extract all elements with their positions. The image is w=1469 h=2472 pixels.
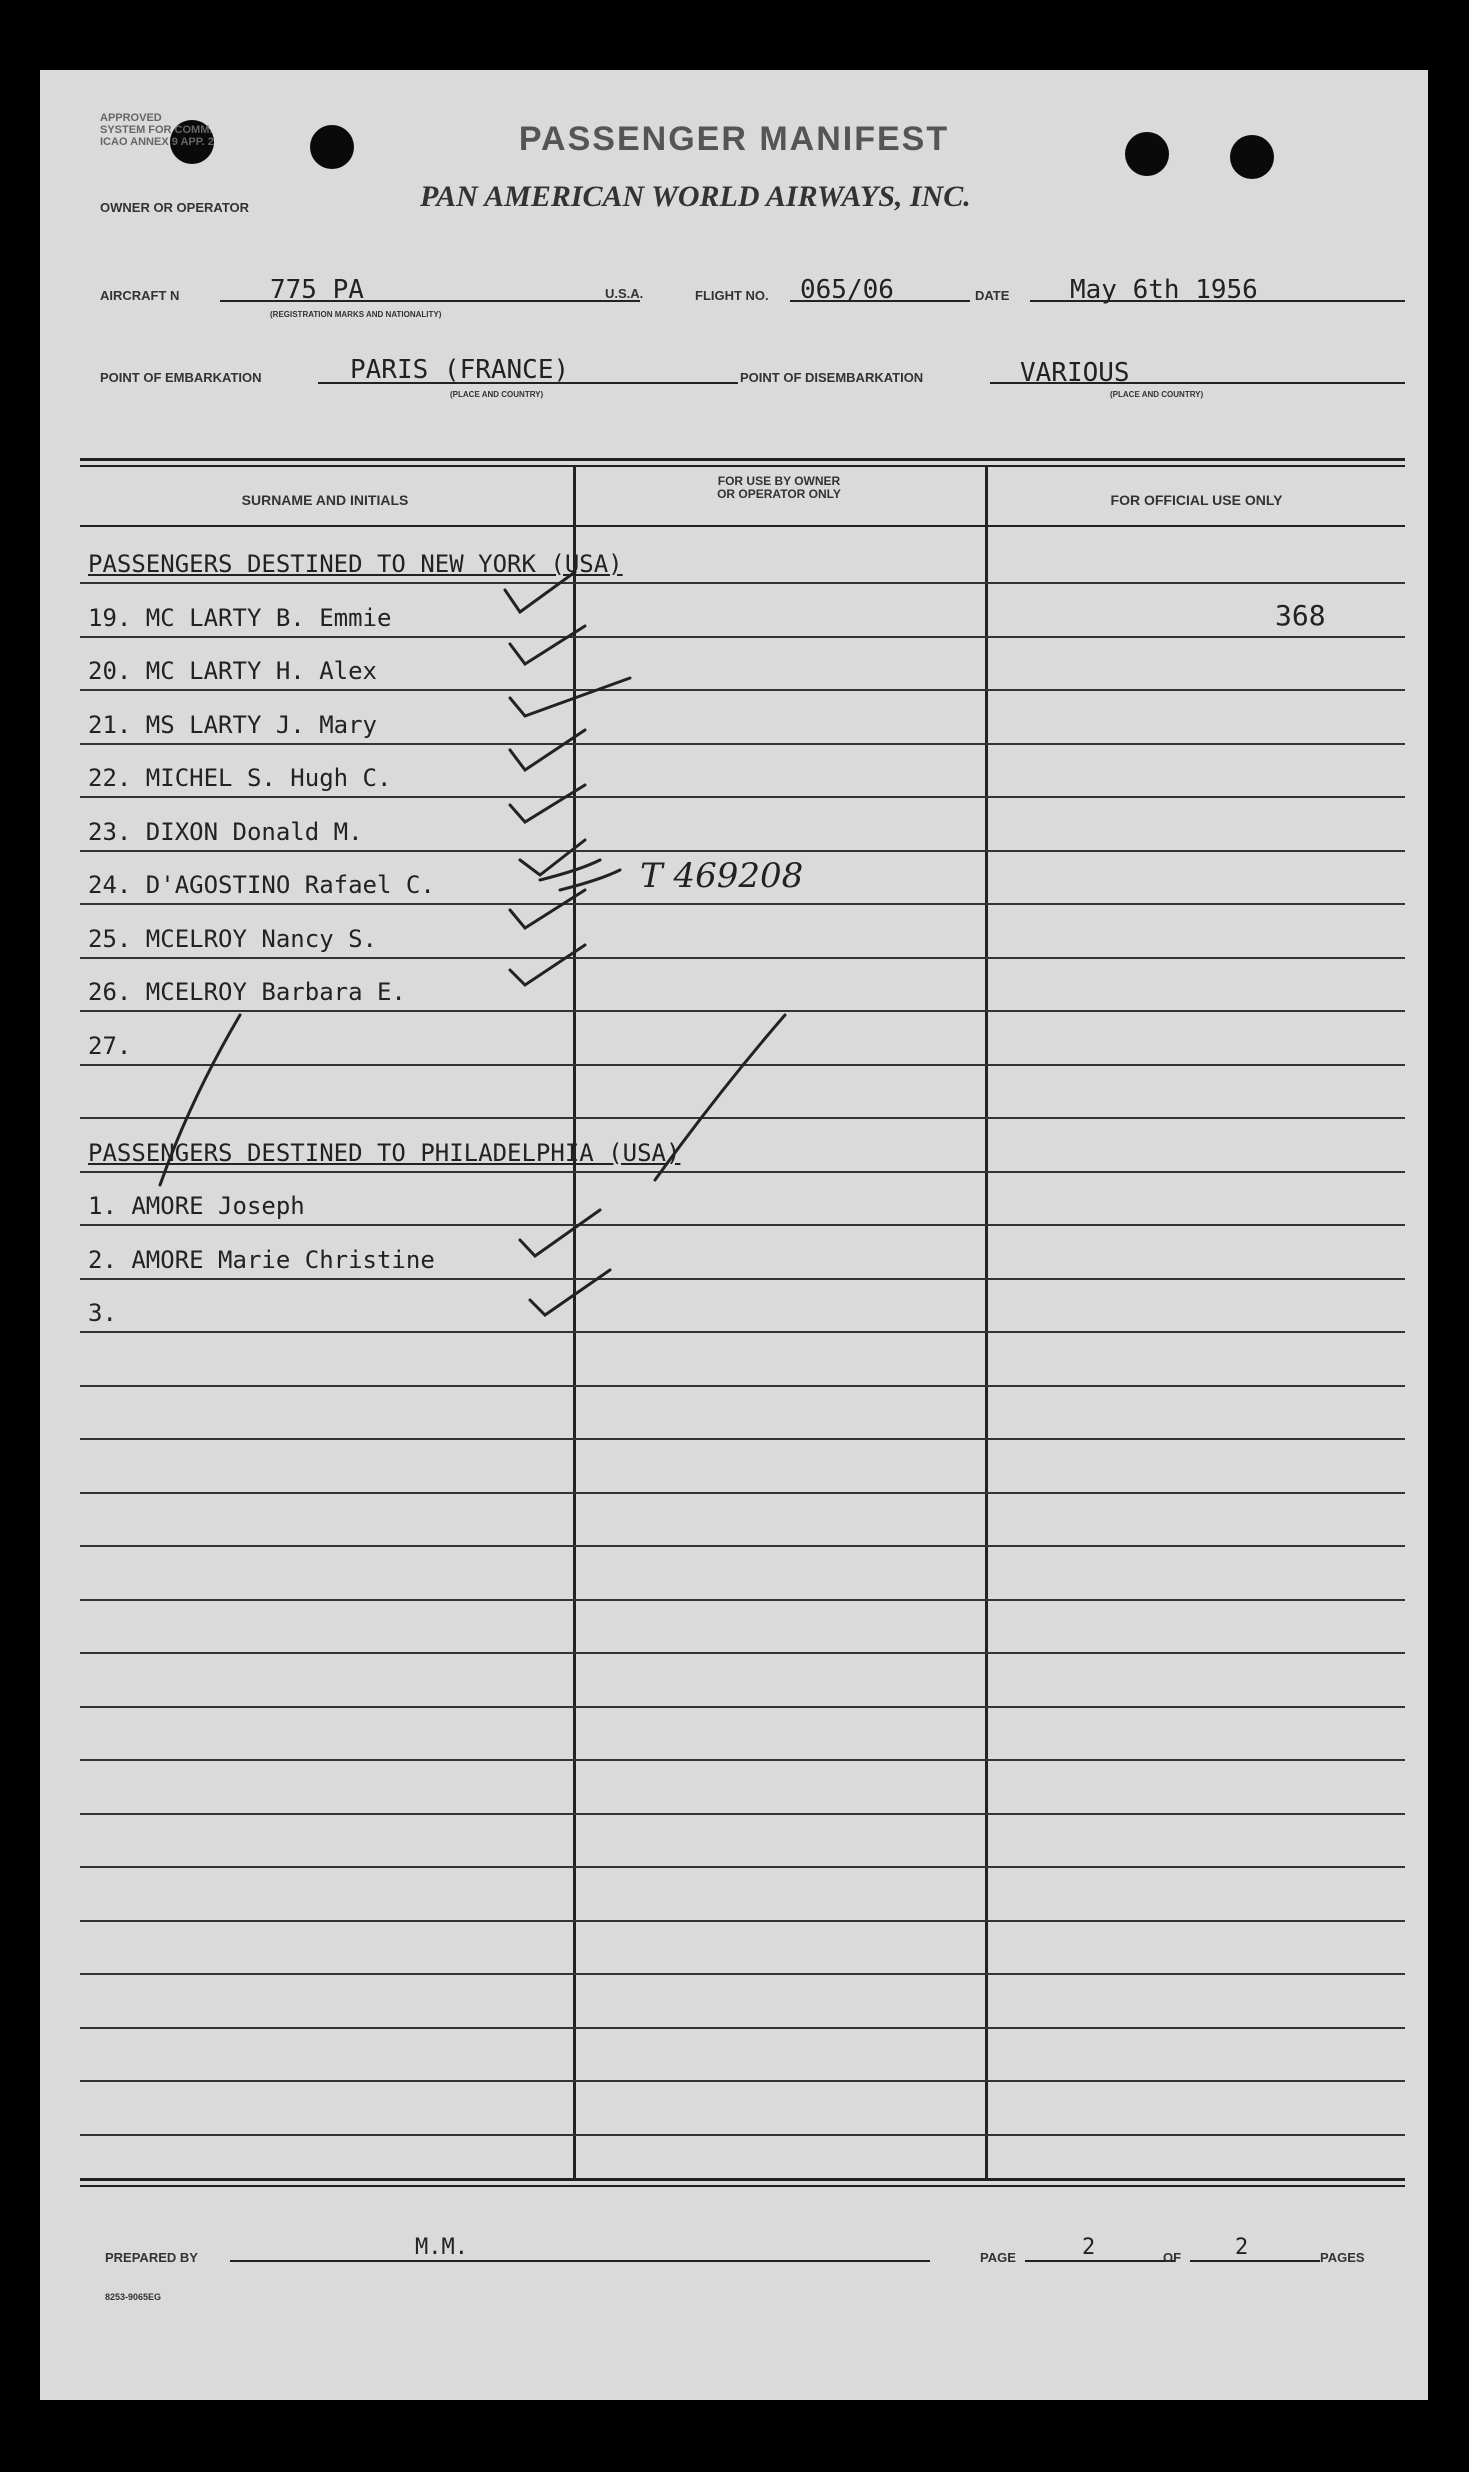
passenger-entry: 3. [88, 1299, 117, 1327]
passenger-entry: 19. MC LARTY B. Emmie [88, 603, 392, 632]
of-label: OF [1163, 2250, 1182, 2265]
column-header-owner-use: FOR USE BY OWNER OR OPERATOR ONLY [717, 474, 841, 501]
page-label: PAGE [980, 2250, 1016, 2265]
column-header-official-use: FOR OFFICIAL USE ONLY [1110, 492, 1283, 508]
disembarkation-label: POINT OF DISEMBARKATION [740, 370, 924, 385]
embarkation-value: PARIS (FRANCE) [350, 355, 570, 385]
approval-note: APPROVED SYSTEM FOR COMM. ICAO ANNEX 9 APP. 2 [100, 112, 214, 148]
flight-value: 065/06 [800, 275, 894, 305]
aircraft-label: AIRCRAFT N [100, 288, 180, 303]
passenger-entry: 22. MICHEL S. Hugh C. [88, 764, 392, 792]
date-label: DATE [975, 288, 1010, 303]
page-total: 2 [1235, 2235, 1249, 2260]
handwritten-marks [40, 70, 1428, 2400]
page-number: 2 [1082, 2235, 1096, 2260]
form-title: PASSENGER MANIFEST [518, 120, 950, 158]
manifest-sheet [40, 70, 1428, 2400]
prepared-by-label: PREPARED BY [105, 2250, 198, 2265]
passenger-entry: 27. [88, 1031, 132, 1060]
passenger-entry: 23. DIXON Donald M. [88, 817, 363, 846]
flight-label: FLIGHT NO. [695, 288, 769, 303]
passenger-entry: 26. MCELROY Barbara E. [88, 978, 406, 1006]
official-note: 368 [1275, 598, 1326, 632]
disembarkation-value: VARIOUS [1020, 358, 1130, 388]
embarkation-label: POINT OF EMBARKATION [100, 370, 262, 385]
passenger-entry: 1. AMORE Joseph [88, 1192, 305, 1220]
owner-label: OWNER OR OPERATOR [100, 200, 250, 215]
embarkation-sublabel: (PLACE AND COUNTRY) [450, 390, 544, 399]
passenger-entry: 21. MS LARTY J. Mary [88, 710, 377, 739]
disembarkation-sublabel: (PLACE AND COUNTRY) [1110, 390, 1204, 399]
usa-label: U.S.A. [605, 286, 644, 301]
section-heading: PASSENGERS DESTINED TO NEW YORK (USA) [88, 550, 623, 578]
airline-name: PAN AMERICAN WORLD AIRWAYS, INC. [420, 180, 971, 213]
prepared-by-value: M.M. [415, 2235, 468, 2260]
pages-label: PAGES [1320, 2250, 1365, 2265]
date-value: May 6th 1956 [1070, 275, 1258, 305]
passenger-entry: 20. MC LARTY H. Alex [88, 657, 377, 685]
aircraft-sublabel: (REGISTRATION MARKS AND NATIONALITY) [270, 310, 442, 319]
passenger-entry: 24. D'AGOSTINO Rafael C. [88, 871, 435, 899]
passenger-entry: 2. AMORE Marie Christine [88, 1245, 435, 1274]
section-heading: PASSENGERS DESTINED TO PHILADELPHIA (USA) [88, 1138, 681, 1167]
column-header-surname: SURNAME AND INITIALS [241, 492, 409, 508]
form-code: 8253-9065EG [105, 2292, 162, 2302]
aircraft-value: 775 PA [270, 275, 364, 305]
owner-note: T 469208 [640, 856, 804, 896]
passenger-entry: 25. MCELROY Nancy S. [88, 924, 377, 953]
